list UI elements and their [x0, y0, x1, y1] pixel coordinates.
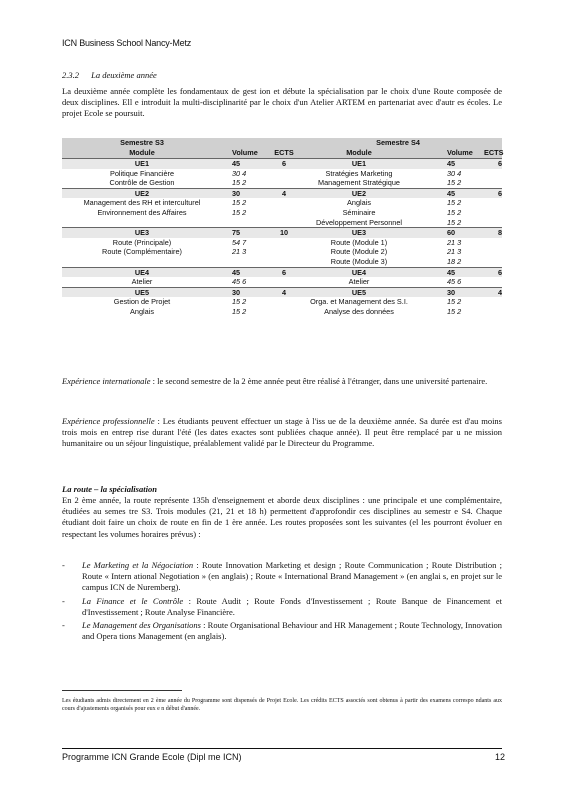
module-s3: Gestion de Projet [113, 297, 171, 307]
semester-s4-label: Semestre S4 [376, 138, 420, 147]
route-family-text: : Route Audit ; Route Fonds d'Investissement ; Route Banque de Financement et d'Investissement ; Route Analyse Financière. [82, 595, 502, 617]
footnote-rule [62, 690, 182, 691]
table-row [62, 307, 502, 317]
route-paragraph: En 2 ème année, la route représente 135h d'enseignement et aborde deux disciplines : une principale et une complémentaire, étudiées au semes tre S3. Trois modules (21, 21 et 18 h) permettent d'approfondir ces disciplines au semestr e S4. Chaque étudiant doit faire un choix de route en fin de 1 ère année. Les routes proposées sont les suivantes (el les pourront évoluer en respectant les volumes horaires prévus) : [62, 495, 502, 539]
module-s4: Développement Personnel [316, 217, 402, 227]
module-s4: Analyse des données [324, 306, 394, 316]
ects-s4: 6 [497, 267, 502, 277]
ects-s4: 4 [497, 287, 502, 297]
table-ue-row [62, 267, 502, 278]
volume-s4: 15 2 [447, 306, 462, 316]
table-row [62, 257, 502, 267]
volume-s3: 15 2 [232, 306, 247, 316]
ects-s3: 10 [279, 228, 289, 238]
volume-s4: 45 [447, 267, 456, 277]
volume-s4: 21 3 [447, 247, 462, 257]
volume-s4: 15 2 [447, 198, 462, 208]
ects-s3: 4 [281, 287, 287, 297]
volume-s4: 18 2 [447, 256, 462, 266]
module-s3: Route (Complémentaire) [102, 247, 182, 257]
volume-s4: 30 4 [447, 168, 462, 178]
ects-s4: 6 [497, 188, 502, 198]
volume-s4: 60 [447, 228, 456, 238]
table-ue-row [62, 227, 502, 238]
section-number: 2.3.2 [62, 70, 79, 80]
table-row [62, 297, 502, 307]
module-s3: Atelier [131, 277, 153, 287]
route-family-text: : Route Organisational Behaviour and HR Management ; Route Technology, Innovation and Opera tions Management (en anglais). [82, 620, 502, 642]
ects-s4: 6 [497, 159, 502, 168]
module-s4: Séminaire [342, 207, 376, 217]
route-family-name: Le Management des Organisations [82, 620, 201, 631]
module-s4: Route (Module 1) [330, 237, 388, 247]
curriculum-table [62, 138, 502, 317]
module-s4: UE5 [351, 287, 367, 297]
international-text: : le second semestre de la 2 ème année peut être réalisé à l'étranger, dans une université partenaire. [150, 376, 488, 386]
module-s3: UE1 [134, 159, 150, 168]
volume-s4: 15 2 [447, 297, 462, 307]
col-volume-s3: Volume [232, 148, 258, 157]
module-s4: Stratégies Marketing [325, 168, 393, 178]
volume-s4: 45 6 [447, 277, 462, 287]
section-title: La deuxième année [91, 70, 157, 80]
table-semester-header [62, 138, 502, 148]
table-row [62, 198, 502, 208]
table-row [62, 277, 502, 287]
volume-s3: 21 3 [232, 247, 247, 257]
col-volume-s4: Volume [447, 148, 473, 157]
module-s4: Management Stratégique [318, 178, 400, 188]
footer-program: Programme ICN Grande Ecole (Dipl me ICN) [62, 752, 242, 762]
professional-label: Expérience professionnelle [62, 416, 155, 426]
footnote: Les étudiants admis directement en 2 ème année du Programme sont dispensés de Projet Ecole. Les crédits ECTS associés sont obtenus à partir des examens correspo ndants aux cours d'ajustements organisés pour eux e n début d'année. [62, 698, 502, 712]
module-s3: UE3 [134, 228, 150, 238]
volume-s4: 21 3 [447, 237, 462, 247]
ects-s3: 6 [281, 159, 287, 168]
ects-s4: 8 [497, 228, 502, 238]
section-heading [62, 70, 157, 80]
route-family-text: : Route Innovation Marketing et design ; Route Communication ; Route Distribution ; Route « Intern ational Negotiation » (en anglais) ; Route « International Brand Management » (en anglai s, en projet sur le campus ICN de Nuremberg). [82, 560, 503, 593]
volume-s3: 15 2 [232, 207, 247, 217]
route-list [62, 560, 502, 644]
module-s4: UE3 [351, 228, 367, 238]
international-paragraph [62, 376, 502, 387]
col-ects-s3: ECTS [274, 148, 294, 157]
module-s4: Atelier [348, 277, 370, 287]
list-item: - Le Management des Organisations : Route Organisational Behaviour and HR Management ; Route Technology, Innovation and Opera tions Management (en anglais). [62, 620, 502, 642]
col-module-s4: Module [346, 148, 372, 157]
page-number: 12 [494, 752, 505, 762]
table-row [62, 238, 502, 248]
footer-rule [62, 748, 502, 749]
route-family-name: La Finance et le Contrôle [82, 595, 184, 606]
volume-s3: 15 2 [232, 178, 247, 188]
international-label: Expérience internationale [62, 376, 151, 386]
volume-s4: 30 [447, 287, 456, 297]
module-s3: UE5 [134, 287, 150, 297]
module-s4: Route (Module 2) [330, 247, 388, 257]
table-ue-row [62, 188, 502, 199]
module-s3: Anglais [130, 306, 154, 316]
module-s3: Contrôle de Gestion [109, 178, 175, 188]
volume-s3: 75 [232, 228, 241, 238]
volume-s4: 15 2 [447, 178, 462, 188]
module-s4: UE1 [351, 159, 367, 168]
volume-s3: 54 7 [232, 237, 247, 247]
col-ects-s4: ECTS [484, 148, 504, 157]
volume-s3: 30 [232, 287, 241, 297]
volume-s3: 30 [232, 188, 241, 198]
volume-s4: 45 [447, 159, 456, 168]
module-s4: Orga. et Management des S.I. [310, 297, 408, 307]
module-s3: Management des RH et interculturel [83, 198, 201, 208]
route-title: La route – la spécialisation [62, 484, 157, 494]
volume-s4: 45 [447, 188, 456, 198]
route-family-name: Le Marketing et la Négociation [82, 560, 194, 570]
list-item: - Le Marketing et la Négociation : Route Innovation Marketing et design ; Route Communication ; Route Distribution ; Route « Intern ational Negotiation » (en anglais) ; Route « International Brand Management » (en anglai s, en projet sur le campus ICN de Nuremberg). [62, 560, 503, 593]
semester-s3-label: Semestre S3 [120, 138, 164, 147]
module-s4: Route (Module 3) [330, 256, 388, 266]
table-column-header [62, 148, 502, 158]
volume-s4: 15 2 [447, 217, 462, 227]
module-s3: Route (Principale) [112, 237, 172, 247]
professional-text: : Les étudiants peuvent effectuer un stage à l'iss ue de la deuxième année. Sa durée est d'au moins trois mois en entrep rise durant l'été (les dates exactes sont publiées chaque année). Il peut être remplacé par u ne mission humanitaire ou un séjour linguistique, préalablement validé par le Directeur du Programme. [62, 416, 502, 449]
ects-s3: 4 [281, 188, 287, 198]
volume-s3: 45 [232, 159, 241, 168]
table-ue-row [62, 158, 502, 169]
table-row [62, 178, 502, 188]
volume-s3: 15 2 [232, 198, 247, 208]
volume-s3: 15 2 [232, 297, 247, 307]
table-row [62, 169, 502, 179]
volume-s3: 45 6 [232, 277, 247, 287]
module-s4: UE2 [351, 188, 367, 198]
document-header: ICN Business School Nancy-Metz [62, 38, 192, 48]
module-s3: Politique Financière [109, 168, 175, 178]
list-item: - La Finance et le Contrôle : Route Audit ; Route Fonds d'Investissement ; Route Banque de Financement et d'Investissement ; Route Analyse Financière. [62, 595, 502, 617]
col-module-s3: Module [129, 148, 155, 157]
module-s4: UE4 [351, 267, 367, 277]
volume-s4: 15 2 [447, 207, 462, 217]
module-s3: Environnement des Affaires [97, 207, 187, 217]
module-s3: UE2 [134, 188, 150, 198]
volume-s3: 45 [232, 267, 241, 277]
table-row [62, 218, 502, 228]
table-row [62, 247, 502, 257]
table-body [62, 158, 502, 317]
table-row [62, 208, 502, 218]
intro-paragraph: La deuxième année complète les fondamentaux de gest ion et débute la spécialisation par le choix d'une Route composée de deux disciplines. Ell e introduit la multi-disciplinarité par le choix d'un Atelier ARTEM en partenariat avec d'autr es écoles. Le projet Ecole se poursuit. [62, 86, 502, 119]
table-ue-row [62, 287, 502, 298]
module-s4: Anglais [347, 198, 371, 208]
volume-s3: 30 4 [232, 168, 247, 178]
module-s3: UE4 [134, 267, 150, 277]
professional-paragraph [62, 416, 502, 450]
ects-s3: 6 [281, 267, 287, 277]
